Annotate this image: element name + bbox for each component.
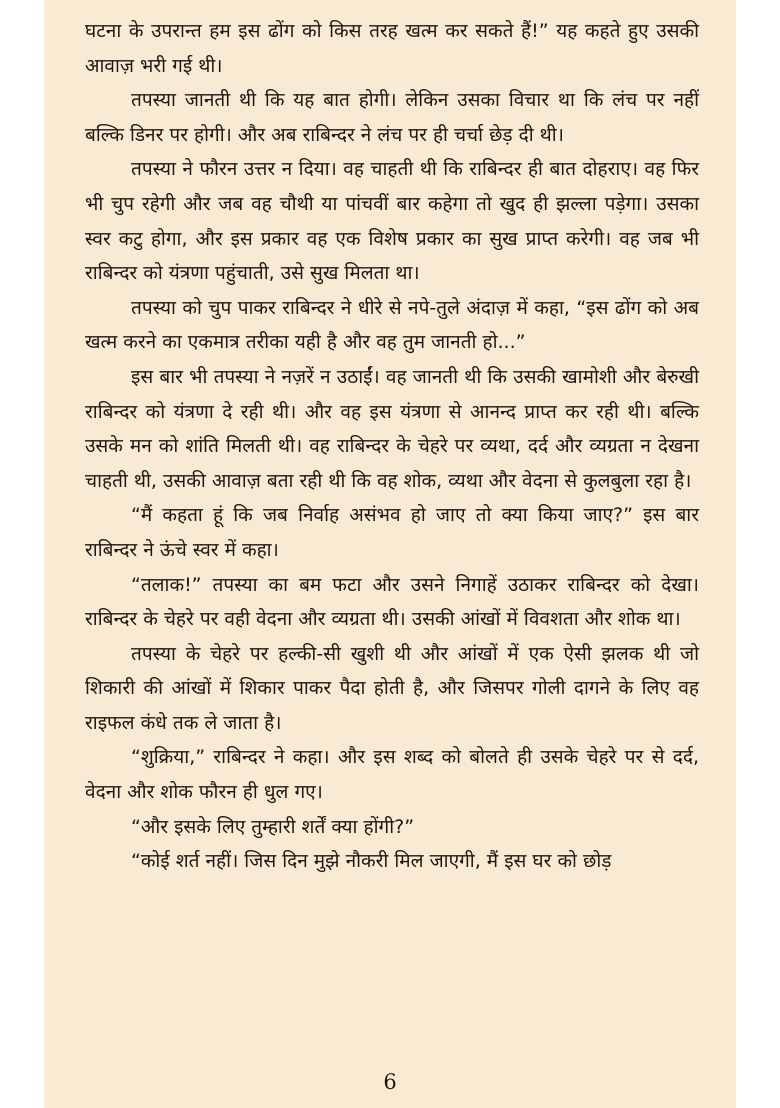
- paragraph: “तलाक!” तपस्या का बम फटा और उसने निगाहें उठाकर राबिन्दर को देखा। राबिन्दर के चेहरे पर वही वेदना और व्यग्रता थी। उसकी आंखों में विवशता और शोक था।: [85, 573, 699, 631]
- page-number: 6: [383, 1070, 397, 1094]
- paragraph: “शुक्रिया,” राबिन्दर ने कहा। और इस शब्द को बोलते ही उसके चेहरे पर से दर्द, वेदना और शोक फौरन ही धुल गए।: [85, 746, 699, 804]
- paragraph: “और इसके लिए तुम्हारी शर्तें क्या होंगी?”: [131, 815, 415, 838]
- paragraph: तपस्या ने फौरन उत्तर न दिया। वह चाहती थी कि राबिन्दर ही बात दोहराए। वह फिर भी चुप रहेगी और जब वह चौथी या पांचवीं बार कहेगा तो खुद ही झल्ला पड़ेगा। उसका स्वर कटु होगा, और इस प्रकार वह एक विशेष प्रकार का सुख प्राप्त करेगी। वह जब भी राबिन्दर को यंत्रणा पहुंचाती, उसे सुख मिलता था।: [85, 158, 699, 285]
- page-text: [85, 14, 699, 879]
- paragraph: “कोई शर्त नहीं। जिस दिन मुझे नौकरी मिल जाएगी, मैं इस घर को छोड़: [131, 850, 612, 873]
- paragraph: तपस्या को चुप पाकर राबिन्दर ने धीरे से नपे-तुले अंदाज़ में कहा, “इस ढोंग को अब खत्म करने का एकमात्र तरीका यही है और वह तुम जानती हो...”: [85, 296, 699, 354]
- paragraph: घटना के उपरान्त हम इस ढोंग को किस तरह खत्म कर सकते हैं!” यह कहते हुए उसकी आवाज़ भरी गई थी।: [85, 20, 699, 77]
- paragraph: इस बार भी तपस्या ने नज़रें न उठाईं। वह जानती थी कि उसकी खामोशी और बेरुखी राबिन्दर को यंत्रणा दे रही थी। और वह इस यंत्रणा से आनन्द प्राप्त कर रही थी। बल्कि उसके मन को शांति मिलती थी। वह राबिन्दर के चेहरे पर व्यथा, दर्द और व्यग्रता न देखना चाहती थी, उसकी आवाज़ बता रही थी कि वह शोक, व्यथा और वेदना से कुलबुला रहा है।: [85, 365, 699, 492]
- book-page: [44, 0, 736, 1108]
- paragraph: तपस्या जानती थी कि यह बात होगी। लेकिन उसका विचार था कि लंच पर नहीं बल्कि डिनर पर होगी। और अब राबिन्दर ने लंच पर ही चर्चा छेड़ दी थी।: [85, 89, 699, 146]
- paragraph: तपस्या के चेहरे पर हल्की-सी खुशी थी और आंखों में एक ऐसी झलक थी जो शिकारी की आंखों में शिकार पाकर पैदा होती है, और जिसपर गोली दागने के लिए वह राइफल कंधे तक ले जाता है।: [85, 642, 699, 734]
- paragraph: “मैं कहता हूं कि जब निर्वाह असंभव हो जाए तो क्या किया जाए?” इस बार राबिन्दर ने ऊंचे स्वर में कहा।: [85, 504, 699, 561]
